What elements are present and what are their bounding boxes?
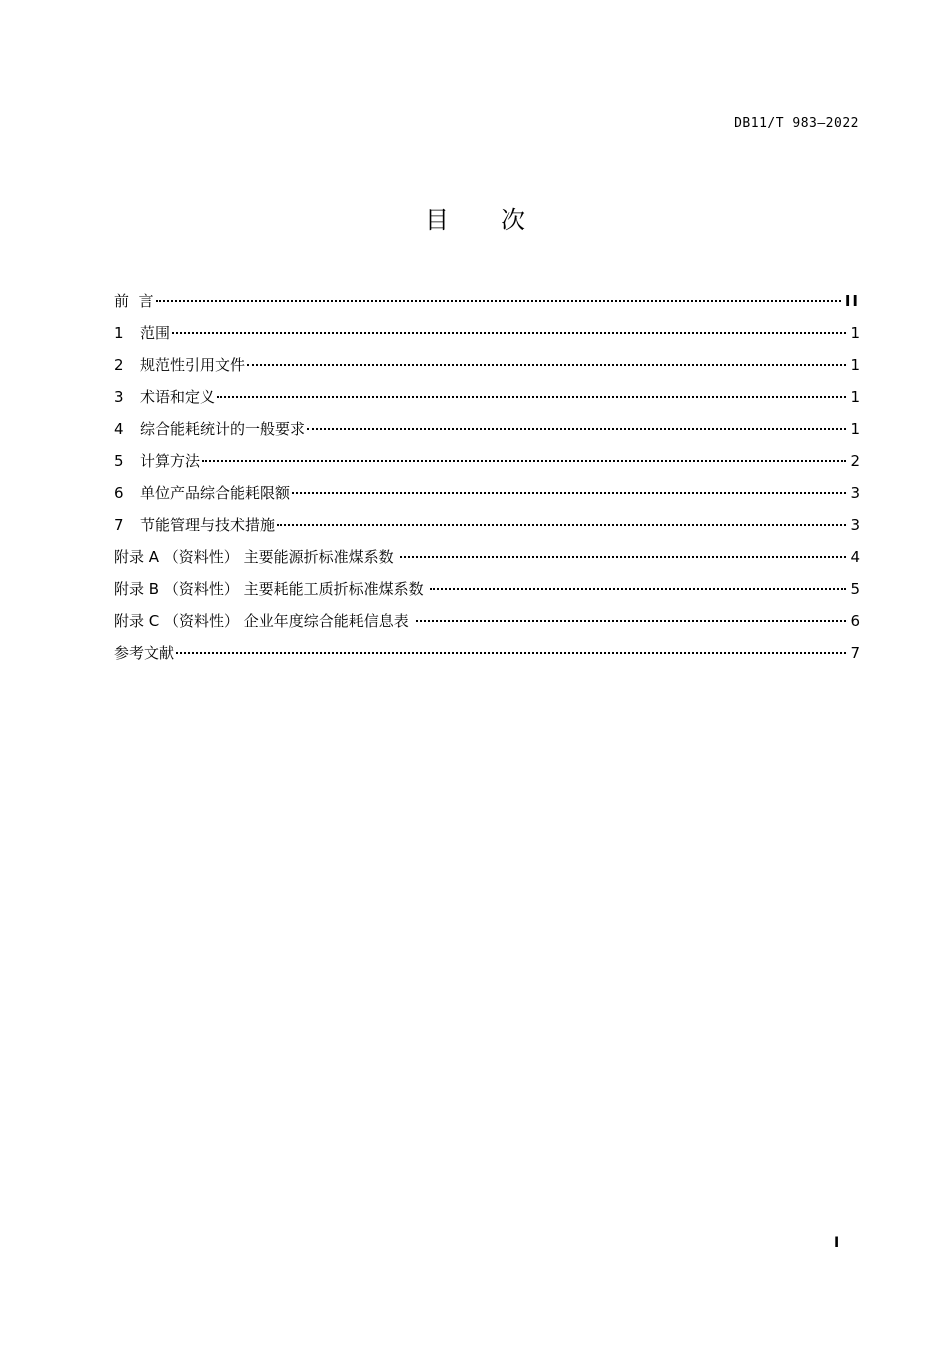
toc-leader [176, 652, 846, 654]
toc-number: 7 [114, 516, 124, 534]
toc-label: 参考文献 [114, 644, 175, 662]
toc-entry-foreword[interactable] [114, 285, 860, 317]
toc-label: 单位产品综合能耗限额 [140, 484, 291, 502]
toc-page: II [844, 292, 860, 310]
standard-code: DB11/T 983—2022 [734, 116, 859, 131]
toc-label: 规范性引用文件 [140, 356, 246, 374]
table-of-contents [114, 285, 860, 669]
toc-leader [307, 428, 846, 430]
page-number: I [834, 1235, 840, 1251]
toc-page: 1 [850, 420, 860, 438]
toc-entry-bibliography[interactable] [114, 637, 860, 669]
toc-leader [156, 300, 841, 302]
toc-page: 4 [850, 548, 860, 566]
toc-page: 3 [850, 484, 860, 502]
toc-page: 2 [850, 452, 860, 470]
toc-leader [400, 556, 846, 558]
toc-label: 附录 C （资料性） 企业年度综合能耗信息表 [114, 612, 414, 630]
toc-label: 术语和定义 [140, 388, 216, 406]
toc-entry-3[interactable] [114, 381, 860, 413]
toc-number: 4 [114, 420, 124, 438]
toc-leader [172, 332, 846, 334]
toc-page: 7 [850, 644, 860, 662]
title-char-2: 次 [501, 206, 525, 234]
toc-leader [277, 524, 846, 526]
toc-label: 附录 B （资料性） 主要耗能工质折标准煤系数 [114, 580, 429, 598]
toc-page: 3 [850, 516, 860, 534]
toc-number: 2 [114, 356, 124, 374]
toc-label: 节能管理与技术措施 [140, 516, 276, 534]
title-char-1: 目 [425, 206, 449, 234]
toc-number: 1 [114, 324, 124, 342]
page-title [0, 200, 950, 235]
toc-number: 5 [114, 452, 124, 470]
toc-leader [416, 620, 846, 622]
toc-number: 3 [114, 388, 124, 406]
toc-entry-appendix-b[interactable] [114, 573, 860, 605]
toc-entry-appendix-a[interactable] [114, 541, 860, 573]
toc-entry-2[interactable] [114, 349, 860, 381]
toc-number: 6 [114, 484, 124, 502]
toc-label: 计算方法 [140, 452, 201, 470]
toc-label: 范围 [140, 324, 171, 342]
toc-label: 综合能耗统计的一般要求 [140, 420, 306, 438]
toc-entry-6[interactable] [114, 477, 860, 509]
toc-leader [247, 364, 846, 366]
toc-entry-appendix-c[interactable] [114, 605, 860, 637]
toc-leader [217, 396, 846, 398]
toc-label: 前 言 [114, 292, 154, 310]
toc-page: 1 [850, 388, 860, 406]
toc-page: 1 [850, 356, 860, 374]
toc-leader [202, 460, 846, 462]
toc-entry-5[interactable] [114, 445, 860, 477]
toc-leader [430, 588, 846, 590]
toc-page: 6 [850, 612, 860, 630]
toc-page: 1 [850, 324, 860, 342]
toc-label: 附录 A （资料性） 主要能源折标准煤系数 [114, 548, 399, 566]
toc-page: 5 [850, 580, 860, 598]
toc-leader [292, 492, 846, 494]
toc-entry-7[interactable] [114, 509, 860, 541]
toc-entry-4[interactable] [114, 413, 860, 445]
toc-entry-1[interactable] [114, 317, 860, 349]
